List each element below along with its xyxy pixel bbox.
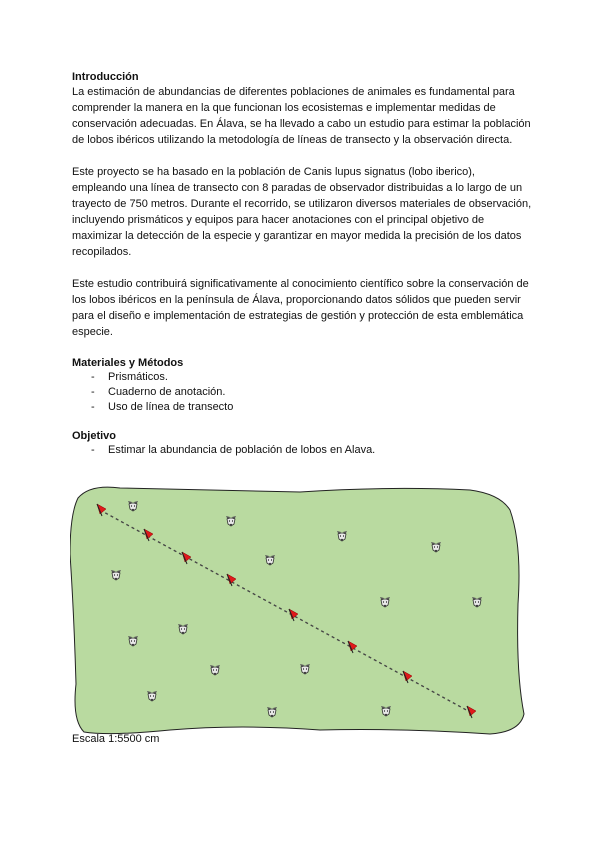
intro-paragraph-1: La estimación de abundancias de diferentes poblaciones de animales es fundamental para comprender la manera en la que funcionan los ecosistemas e implementar medidas de conservación adecuadas. En Álava, se ha llevado a cabo un estudio para estimar la población de lobos ibéricos utilizando la metodología de líneas de transecto y la observación directa.	[72, 86, 531, 146]
list-item: - Cuaderno de anotación.	[91, 386, 226, 398]
transect-figure	[70, 484, 530, 742]
objective-heading: Objetivo	[72, 430, 117, 442]
materials-heading: Materiales y Métodos	[72, 357, 184, 369]
list-item: - Uso de línea de transecto	[91, 401, 234, 413]
transect-map	[70, 484, 530, 742]
figure-caption: Escala 1:5500 cm	[72, 733, 160, 745]
intro-paragraph-2: Este proyecto se ha basado en la población de Canis lupus signatus (lobo iberico), empleando una línea de transecto con 8 paradas de observador distribuidas a lo largo de un trayecto de 750 metros. Durante el recorrido, se utilizaron diversos materiales de observación, incluyendo prismáticos y equipos para hacer anotaciones con el principal objetivo de maximizar la detección de la especie y garantizar en mayor medida la precisión de los datos recopilados.	[72, 166, 532, 258]
list-item: - Prismáticos.	[91, 371, 168, 383]
intro-heading: Introducción	[72, 71, 139, 83]
document-body	[72, 70, 532, 472]
materials-list	[72, 370, 532, 415]
list-item: - Estimar la abundancia de población de lobos en Alava.	[91, 444, 376, 456]
objective-list	[72, 443, 532, 458]
intro-paragraph-3: Este estudio contribuirá significativamente al conocimiento científico sobre la conservación de los lobos ibéricos en la península de Álava, proporcionando datos sólidos que pueden servir para el diseño e implementación de estrategias de gestión y protección de esta emblemática especie.	[72, 278, 529, 338]
study-area	[70, 487, 524, 734]
